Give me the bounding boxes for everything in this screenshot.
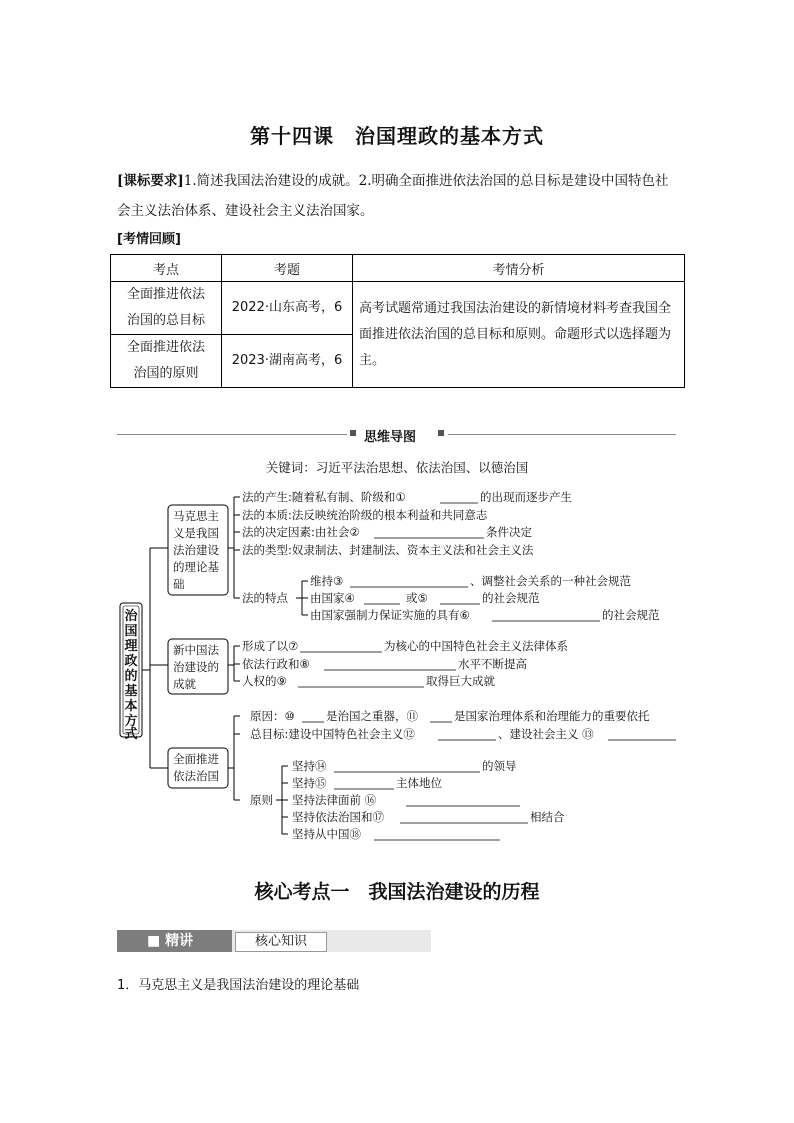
root-char: 式 (124, 727, 138, 742)
exam-point-cell (111, 335, 222, 388)
mindmap-item: 主体地位 (396, 776, 442, 790)
mindmap-keywords: 关键词：习近平法治思想、依法治国、以德治国 (265, 460, 529, 475)
branch1-connector (228, 497, 240, 598)
mindmap-item: 原因：⑩ (250, 709, 295, 723)
page-title: 第十四课 治国理政的基本方式 (250, 124, 544, 148)
mindmap-item: 水平不断提高 (458, 657, 527, 671)
table-header: 考点 (111, 255, 222, 282)
table-row (111, 282, 685, 335)
mindmap-item: 的社会规范 (602, 608, 660, 622)
table-header: 考情分析 (353, 255, 685, 282)
branch-title-line: 新中国法 (173, 643, 219, 657)
mindmap-item: 、调整社会关系的一种社会规范 (470, 574, 631, 588)
branch3-connector (228, 716, 240, 800)
branch-title-line: 马克思主 (173, 509, 219, 523)
requirements-label: [课标要求] (117, 173, 184, 189)
mindmap-diagram (110, 480, 690, 860)
root-char: 的 (124, 669, 138, 684)
branch-title-line: 全面推进 (173, 752, 219, 766)
root-char: 国 (124, 624, 138, 639)
mindmap-item: 是国家治理体系和治理能力的重要依托 (454, 709, 650, 723)
exam-question-cell: 2022·山东高考，6 (222, 282, 353, 335)
table-header: 考题 (222, 255, 353, 282)
branch-title-line: 础 (173, 577, 185, 591)
branch-title-line: 义是我国 (173, 526, 219, 540)
branch-title-line: 法治建设 (173, 543, 219, 557)
exam-point-line: 治国的总目标 (126, 313, 205, 328)
exam-question-cell: 2023·湖南高考，6 (222, 335, 353, 388)
section-bar (117, 930, 431, 952)
section-bar-label (117, 930, 232, 952)
root-char: 方 (124, 714, 138, 729)
root-connector (142, 548, 168, 768)
mindmap-item: 、建设社会主义 ⑬ (498, 727, 594, 741)
mindmap-item: 是治国之重器，⑪ (326, 709, 418, 723)
table-header-row (111, 255, 685, 282)
mindmap-item: 形成了以⑦ (242, 639, 299, 653)
mindmap-item: 人权的⑨ (242, 674, 287, 688)
mindmap-item: 法的产生:随着私有制、阶级和① (242, 490, 406, 504)
section-bar-tab: 核心知识 (235, 932, 327, 952)
branch-title-line: 的理论基 (173, 560, 219, 574)
mindmap-item: 相结合 (530, 810, 565, 824)
mindmap-section-title: 思维导图 (364, 430, 417, 445)
root-char: 政 (124, 654, 138, 669)
exam-analysis-cell: 高考试题常通过我国法治建设的新情境材料考查我国全面推进依法治国的总目标和原则。命题形式以选择题为主。 (353, 282, 685, 388)
mindmap-item: 维持③ (310, 574, 344, 588)
exam-review-table (110, 254, 685, 388)
curriculum-requirements (117, 166, 687, 196)
principles-connector (276, 766, 288, 834)
requirements-line-2: 会主义法治体系、建设社会主义法治国家。 (117, 203, 374, 219)
exam-point-cell (111, 282, 222, 335)
mindmap-item: 坚持从中国⑱ (292, 827, 361, 841)
branch2-connector (228, 646, 240, 681)
mindmap-item: 坚持法律面前 ⑯ (292, 793, 377, 807)
divider (117, 434, 347, 435)
exam-point-line: 全面推进依法 (126, 287, 205, 302)
square-bullet-icon (438, 430, 444, 436)
mindmap-root-label (124, 608, 138, 742)
mindmap-item: 的领导 (482, 759, 517, 773)
square-bullet-icon (350, 430, 356, 436)
mindmap-item: 为核心的中国特色社会主义法律体系 (384, 639, 568, 653)
mindmap-item: 法的类型:奴隶制法、封建制法、资本主义法和社会主义法 (242, 543, 534, 557)
mindmap-item: 的出现而逐步产生 (480, 490, 572, 504)
mindmap-item: 坚持⑮ (292, 776, 327, 790)
mindmap-item: 由国家强制力保证实施的具有⑥ (310, 608, 470, 622)
branch-title-line: 成就 (173, 677, 196, 691)
law-traits-connector (296, 581, 308, 615)
mindmap-item: 坚持⑭ (292, 759, 327, 773)
point-heading: 1．马克思主义是我国法治建设的理论基础 (117, 978, 360, 993)
mindmap-item: 或⑤ (406, 591, 428, 605)
branch-title-line: 治建设的 (173, 660, 219, 674)
review-label: [考情回顾] (117, 232, 181, 247)
exam-point-line: 治国的原则 (133, 366, 199, 381)
mindmap-item: 总目标:建设中国特色社会主义⑫ (250, 727, 415, 741)
section-bar-dark-text: ■ 精讲 (147, 933, 194, 949)
root-char: 治 (124, 609, 138, 624)
mindmap-item: 法的特点 (242, 591, 288, 605)
mindmap-item: 坚持依法治国和⑰ (292, 810, 384, 824)
mindmap-item: 法的本质:法反映统治阶级的根本利益和共同意志 (242, 508, 488, 522)
root-char: 理 (124, 639, 138, 654)
branch-title-line: 依法治国 (173, 769, 219, 783)
divider (448, 434, 676, 435)
mindmap-item: 取得巨大成就 (426, 674, 495, 688)
mindmap-item: 依法行政和⑧ (242, 657, 310, 671)
mindmap-item: 法的决定因素:由社会② (242, 525, 360, 539)
root-char: 本 (124, 699, 138, 714)
requirements-line-1: 1.简述我国法治建设的成就。2.明确全面推进依法治国的总目标是建设中国特色社 (183, 173, 669, 189)
exam-point-line: 全面推进依法 (126, 340, 205, 355)
mindmap-item: 的社会规范 (482, 591, 540, 605)
mindmap-item: 由国家④ (310, 591, 355, 605)
mindmap-item: 原则 (250, 793, 273, 807)
root-char: 基 (124, 684, 138, 699)
core-point-title: 核心考点一 我国法治建设的历程 (254, 881, 540, 903)
mindmap-item: 条件决定 (486, 525, 532, 539)
